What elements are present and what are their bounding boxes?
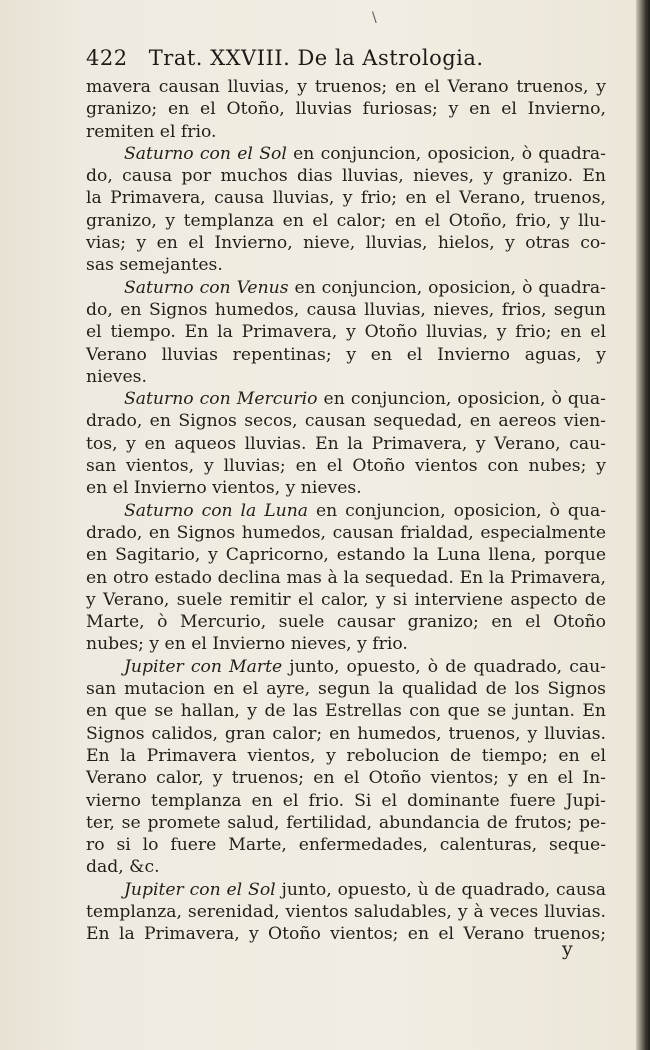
line-text: en que se hallan, y de las Estrellas con que se juntan. En (86, 701, 606, 722)
text-line (86, 455, 606, 477)
line-text: drado, en Signos humedos, causan frialdad, especialmente (86, 522, 606, 543)
text-line (86, 656, 606, 678)
text-line (86, 723, 606, 745)
text-line (86, 544, 606, 566)
text-line (86, 678, 606, 700)
line-text: nieves. (86, 366, 147, 387)
line-text: san mutacion en el ayre, segun la qualidad de los Signos (86, 679, 606, 700)
line-text: tos, y en aqueos lluvias. En la Primavera, y Verano, cau- (86, 433, 606, 454)
text-line (86, 277, 606, 299)
text-line (86, 143, 606, 165)
line-text: en conjuncion, oposicion, ò qua- (308, 500, 606, 521)
line-text: en otro estado declina mas à la sequedad. En la Primavera, (86, 567, 606, 588)
text-line (86, 165, 606, 187)
line-text: y Verano, suele remitir el calor, y si interviene aspecto de (86, 589, 606, 610)
text-line (86, 187, 606, 209)
line-text: la Primavera, causa lluvias, y frio; en el Verano, truenos, (86, 188, 606, 209)
line-text: templanza, serenidad, vientos saludables, y à veces lluvias. (86, 901, 606, 922)
text-line (86, 522, 606, 544)
text-line (86, 98, 606, 120)
paragraph-heading: Saturno con Venus (124, 277, 289, 298)
body-text (86, 76, 606, 946)
line-text: en conjuncion, oposicion, ò quadra- (286, 143, 606, 164)
text-line (86, 344, 606, 366)
line-text: do, en Signos humedos, causa lluvias, nieves, frios, segun (86, 299, 606, 320)
text-line (86, 901, 606, 923)
text-line (86, 812, 606, 834)
paragraph-heading: Jupiter con el Sol (124, 879, 276, 900)
running-title: Trat. XXVIII. De la Astrologia. (148, 46, 484, 70)
text-line (86, 210, 606, 232)
text-line (86, 767, 606, 789)
line-text: remiten el frio. (86, 121, 217, 142)
text-line (86, 589, 606, 611)
line-text: en el Invierno vientos, y nieves. (86, 478, 362, 499)
text-line (86, 388, 606, 410)
text-line (86, 633, 606, 655)
line-text: Verano lluvias repentinas; y en el Invierno aguas, y (86, 344, 606, 365)
text-line (86, 790, 606, 812)
text-line (86, 879, 606, 901)
text-line (86, 321, 606, 343)
line-text: en conjuncion, oposicion, ò qua- (317, 389, 606, 410)
line-text: san vientos, y lluvias; en el Otoño vientos con nubes; y (86, 456, 606, 477)
line-text: ter, se promete salud, fertilidad, abundancia de frutos; pe- (86, 812, 606, 833)
text-line (86, 299, 606, 321)
text-line (86, 745, 606, 767)
text-line (86, 834, 606, 856)
line-text: junto, opuesto, ù de quadrado, causa (275, 879, 606, 900)
line-text: drado, en Signos secos, causan sequedad, en aereos vien- (86, 411, 606, 432)
line-text: do, causa por muchos dias lluvias, nieves, y granizo. En (86, 166, 606, 187)
text-line (86, 366, 606, 388)
line-text: dad, &c. (86, 857, 160, 878)
line-text: junto, opuesto, ò de quadrado, cau- (282, 656, 606, 677)
text-line (86, 410, 606, 432)
line-text: En la Primavera, y Otoño vientos; en el Verano truenos; (86, 924, 606, 945)
text-line (86, 254, 606, 276)
margin-mark: \ (372, 10, 377, 26)
text-line (86, 477, 606, 499)
book-gutter (636, 0, 650, 1050)
text-line (86, 121, 606, 143)
text-line (86, 500, 606, 522)
line-text: granizo, y templanza en el calor; en el Otoño, frio, y llu- (86, 210, 606, 231)
line-text: En la Primavera vientos, y rebolucion de tiempo; en el (86, 745, 606, 766)
text-line (86, 232, 606, 254)
line-text: ro si lo fuere Marte, enfermedades, calenturas, seque- (86, 835, 606, 856)
catchword: y (562, 938, 573, 960)
line-text: Verano calor, y truenos; en el Otoño vientos; y en el In- (86, 768, 606, 789)
text-line (86, 856, 606, 878)
line-text: mavera causan lluvias, y truenos; en el Verano truenos, y (86, 77, 606, 97)
text-line (86, 76, 606, 98)
page-number: 422 (86, 46, 128, 70)
line-text: sas semejantes. (86, 255, 223, 276)
text-line (86, 611, 606, 633)
paragraph-heading: Jupiter con Marte (124, 656, 283, 677)
line-text: en conjuncion, oposicion, ò quadra- (288, 277, 606, 298)
line-text: Signos calidos, gran calor; en humedos, truenos, y lluvias. (86, 723, 606, 744)
paragraph-heading: Saturno con Mercurio (124, 389, 318, 410)
line-text: en Sagitario, y Capricorno, estando la Luna llena, porque (86, 545, 606, 566)
line-text: vierno templanza en el frio. Si el dominante fuere Jupi- (86, 790, 606, 811)
text-line (86, 433, 606, 455)
paragraph-heading: Saturno con el Sol (124, 143, 287, 164)
text-line (86, 700, 606, 722)
line-text: vias; y en el Invierno, nieve, lluvias, hielos, y otras co- (86, 233, 606, 254)
line-text: nubes; y en el Invierno nieves, y frio. (86, 634, 408, 655)
line-text: granizo; en el Otoño, lluvias furiosas; y en el Invierno, (86, 99, 606, 120)
line-text: el tiempo. En la Primavera, y Otoño lluvias, y frio; en el (86, 322, 606, 343)
text-line (86, 567, 606, 589)
line-text: Marte, ò Mercurio, suele causar granizo; en el Otoño (86, 612, 606, 633)
paragraph-heading: Saturno con la Luna (124, 500, 309, 521)
text-line (86, 923, 606, 945)
